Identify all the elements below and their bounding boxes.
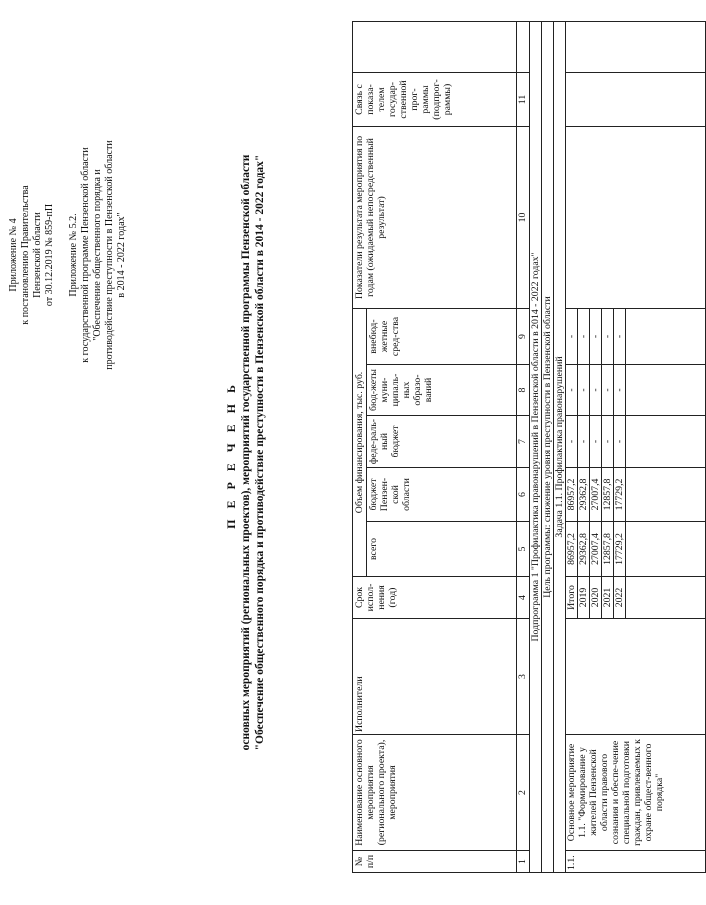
appendix-1-line-4: от 30.12.2019 № 859-пП [44, 203, 55, 307]
year-cell: 2021 [602, 577, 614, 619]
activity-executors [566, 619, 706, 735]
federal-cell: - [602, 416, 614, 468]
regional-cell: 27007,4 [590, 468, 602, 522]
extrabudget-cell: - [614, 308, 626, 364]
total-cell: 27007,4 [590, 522, 602, 577]
federal-cell: - [566, 416, 578, 468]
regional-cell: 29362,8 [578, 468, 590, 522]
colnum-10: 10 [517, 126, 530, 308]
task-title: Задача 1.1. Профилактика правонарушений [554, 21, 566, 872]
federal-cell: - [578, 416, 590, 468]
colnum-2: 2 [517, 735, 530, 851]
header-regional: бюджет Пензен-ской области [367, 468, 517, 522]
total-cell: 12857,8 [602, 522, 614, 577]
link-cell [566, 72, 706, 126]
year-cell: 2022 [614, 577, 626, 619]
total-cell: 17729,2 [614, 522, 626, 577]
total-cell: 29362,8 [578, 522, 590, 577]
header-municipal: бюд-жеты муни-ципаль-ных образо-ваний [367, 365, 517, 416]
header-federal: феде-раль-ный бюджет [367, 416, 517, 468]
federal-cell: - [614, 416, 626, 468]
regional-cell: 17729,2 [614, 468, 626, 522]
year-cell: 2020 [590, 577, 602, 619]
header-indicators: Показатели результата мероприятия по годам (ожидаемый непосредственный результат) [353, 126, 517, 308]
header-term: Срок испол-нения (год) [353, 577, 517, 619]
year-cell: Итого [566, 577, 578, 619]
subprogram-title: Подпрограмма 1 "Профилактика правонарушений в Пензенской области в 2014 - 2022 годах" [530, 21, 542, 872]
colnum-3: 3 [517, 619, 530, 735]
title-line-3: "Обеспечение общественного порядка и противодействие преступности в Пензенской области в 2014 - 2022 годах" [254, 154, 266, 751]
header-financing-group: Объем финансирования, тыс. руб. [353, 308, 367, 576]
row-number: 1.1. [566, 851, 706, 873]
year-cell: 2019 [578, 577, 590, 619]
task-row [554, 21, 566, 872]
regional-cell: 86957,2 [566, 468, 578, 522]
column-numbers-row [517, 21, 530, 872]
subprogram-row [530, 21, 542, 872]
colnum-1: 1 [517, 851, 530, 873]
goal-row [542, 21, 554, 872]
appendix-2-line-1: Приложение № 5.2. [68, 213, 79, 297]
header-link: Связь с показа-телем государ-ственной прог-раммы (подпрог-раммы) [353, 72, 517, 126]
header-num: № п/п [353, 851, 517, 873]
appendix-1-line-3: Пензенской области [32, 212, 43, 298]
colnum-7: 7 [517, 416, 530, 468]
header-blank [353, 21, 517, 72]
table-row [566, 21, 578, 872]
federal-cell: - [590, 416, 602, 468]
extrabudget-cell: - [578, 308, 590, 364]
header-total: всего [367, 522, 517, 577]
blank-cell [566, 21, 706, 72]
indicator-cell [566, 126, 706, 308]
activity-name: Основное мероприятие 1.1. "Формирование у жителей Пензенской области правового сознания и обеспе-чение специальной подготовки граждан, привлекаемых к охране общест-венного порядка" [566, 735, 706, 851]
empty-cell [626, 365, 706, 416]
empty-cell [626, 416, 706, 468]
title-line-2: основных мероприятий (региональных проектов), мероприятий государственной программы Пензенской области [240, 154, 252, 751]
extrabudget-cell: - [590, 308, 602, 364]
title-perechen: П Е Р Е Ч Е Н Ь [224, 381, 238, 529]
empty-cell [626, 308, 706, 364]
empty-cell [626, 468, 706, 522]
municipal-cell: - [578, 365, 590, 416]
total-cell: 86957,2 [566, 522, 578, 577]
program-goal: Цель программы: снижение уровня преступности в Пензенской области [542, 21, 554, 872]
regional-cell: 12857,8 [602, 468, 614, 522]
header-name: Наименование основного мероприятия (регионального проекта), мероприятия [353, 735, 517, 851]
appendix-2-line-2: к государственной программе Пензенской области [80, 147, 91, 363]
activities-table [352, 21, 706, 873]
header-executors: Исполнители [353, 619, 517, 735]
municipal-cell: - [566, 365, 578, 416]
colnum-9: 9 [517, 308, 530, 364]
municipal-cell: - [614, 365, 626, 416]
header-row-1 [353, 21, 367, 872]
municipal-cell: - [590, 365, 602, 416]
colnum-4: 4 [517, 577, 530, 619]
appendix-1-line-1: Приложение № 4 [8, 218, 19, 292]
appendix-2-line-4: противодействие преступности в Пензенской области [104, 140, 115, 370]
appendix-2-line-5: в 2014 - 2022 годах" [116, 212, 127, 298]
header-extrabudget: внебюд-жетные сред-ства [367, 308, 517, 364]
colnum-8: 8 [517, 365, 530, 416]
colnum-blank [517, 21, 530, 72]
extrabudget-cell: - [566, 308, 578, 364]
extrabudget-cell: - [602, 308, 614, 364]
municipal-cell: - [602, 365, 614, 416]
colnum-6: 6 [517, 468, 530, 522]
colnum-5: 5 [517, 522, 530, 577]
empty-cell [626, 577, 706, 619]
colnum-11: 11 [517, 72, 530, 126]
appendix-1-line-2: к постановлению Правительства [20, 185, 31, 325]
empty-cell [626, 522, 706, 577]
appendix-2-line-3: "Обеспечение общественного порядка и [92, 169, 103, 341]
